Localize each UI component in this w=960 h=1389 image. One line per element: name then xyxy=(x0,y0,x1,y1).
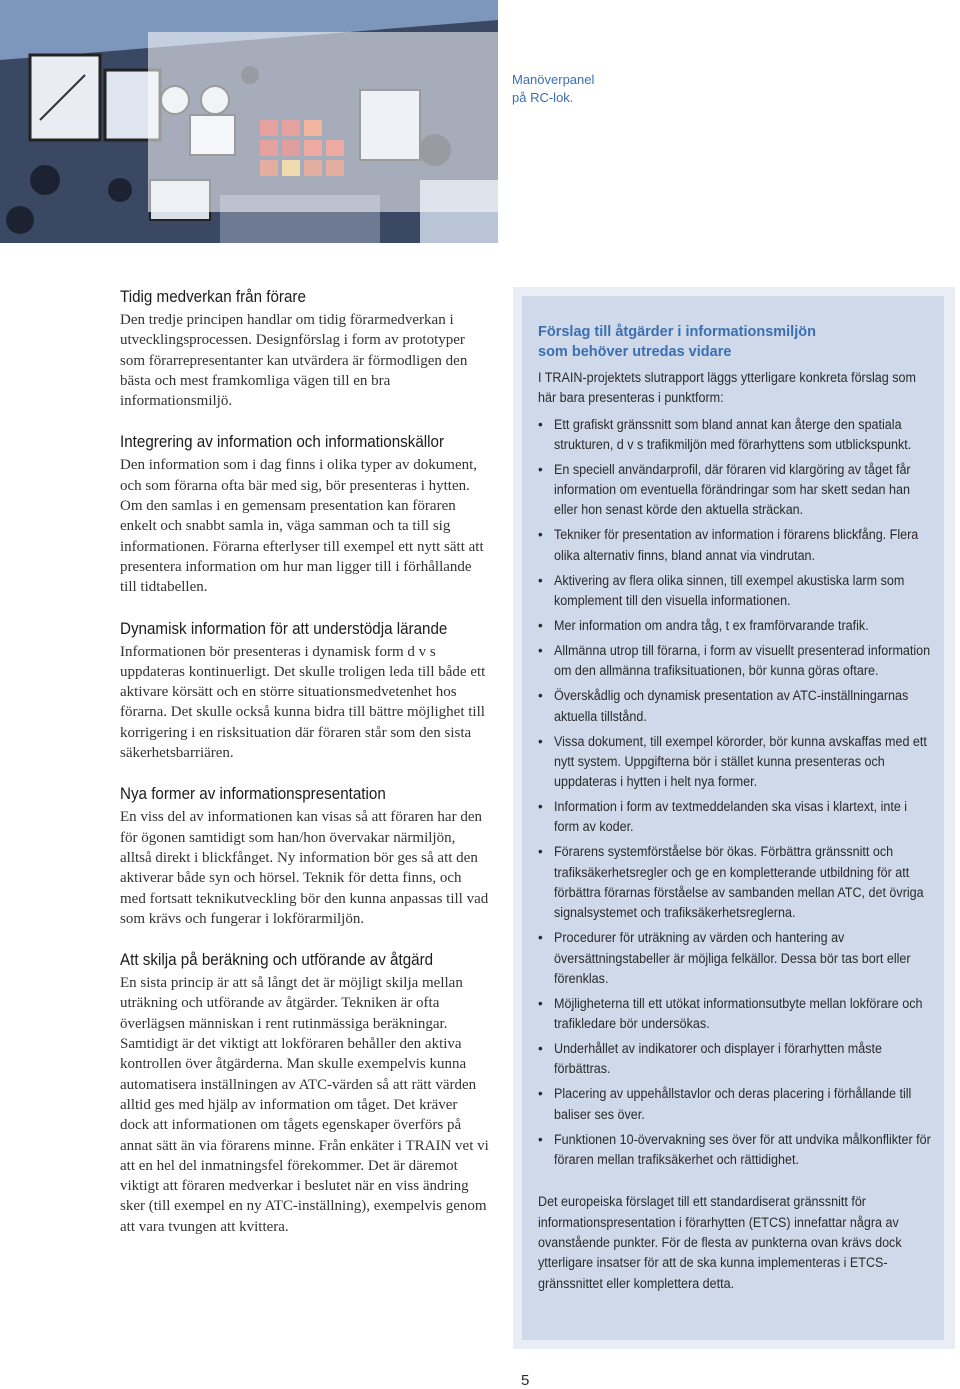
section-new-presentation xyxy=(120,783,490,929)
bullet-icon: • xyxy=(538,643,543,658)
sidebar-list-item xyxy=(538,1084,934,1125)
bullet-icon: • xyxy=(538,995,543,1011)
section-heading: Dynamisk information för att understödja lärande xyxy=(120,619,448,638)
bullet-icon: • xyxy=(538,844,543,860)
sidebar-list-item xyxy=(538,797,934,838)
sidebar-list-item-text: Allmänna utrop till förarna, i form av visuellt presenterad information om den allmänna trafiksituationen, bör kunna göras oftare. xyxy=(554,643,931,679)
bullet-icon: • xyxy=(538,1041,543,1057)
page-number: 5 xyxy=(521,1372,530,1389)
section-dynamic-information xyxy=(120,618,490,764)
sidebar-list-item xyxy=(538,842,934,923)
sidebar-list-item-text: Funktionen 10-övervakning ses över för att undvika målkonflikter för föraren mellan trafiksäkerhet och rättidighet. xyxy=(554,1131,931,1168)
sidebar-list-item xyxy=(538,928,934,989)
sidebar-list-item-text: Ett grafiskt gränssnitt som bland annat kan återge den spatiala strukturen, d v s trafikmiljön med förarhyttens som utblickspunkt. xyxy=(554,416,912,452)
sidebar-intro: I TRAIN-projektets slutrapport läggs ytterligare konkreta förslag som här bara presenteras i punktform: xyxy=(538,370,916,406)
sidebar-list-item-text: Överskådlig och dynamisk presentation av ATC-inställningarnas aktuella tillstånd. xyxy=(554,688,909,724)
sidebar-list-item-text: Procedurer för uträkning av värden och hantering av översättningstabeller är möjliga felkällor. Dessa bör tas bort eller förenklas. xyxy=(554,930,911,986)
section-body: En viss del av informationen kan visas så att föraren har den för ögonen samtidigt som han/hon övervakar närmiljön, alltså direkt i blickfånget. Ny information bör ges så att den aktiverar både syn och hörsel. Teknik för detta finns, och med fortsatt teknikutveckling bör den kunna anpassas till vad som krävs och fungerar i lokförarmiljön. xyxy=(120,809,489,927)
section-body: Den information som i dag finns i olika typer av dokument, och som förarna ofta bär med sig, bör presenteras i hytten. Om den samlas i en gemensam presentation kan föraren enkelt och snabbt samla in, väga samman och ta till sig informationen. Förarna efterlyser till exempel ett nytt sätt att presentera information om hur man ligger till i förhållande till tidtabellen. xyxy=(120,457,484,596)
sidebar-title xyxy=(538,322,934,362)
bullet-icon: • xyxy=(538,416,543,432)
section-body: Informationen bör presenteras i dynamisk form d v s uppdateras kontinuerligt. Det skulle troligen leda till både ett aktivare körsätt och en större situationsmedvetenhet hos förarna. Det skulle också kunna bidra till bättre möjlighet till korrigering i en risksituation där föraren står som den sista säkerhetsbarriären. xyxy=(120,643,486,762)
bullet-icon: • xyxy=(538,930,543,946)
sidebar-list-item-text: Placering av uppehållstavlor och deras placering i förhållande till baliser ses över. xyxy=(554,1086,912,1122)
bullet-icon: • xyxy=(538,527,543,543)
section-early-participation xyxy=(120,286,490,411)
section-integration xyxy=(120,431,490,597)
sidebar-list-item xyxy=(538,686,934,727)
bullet-icon: • xyxy=(538,1086,543,1102)
sidebar-list-item-text: Möjligheterna till ett utökat informationsutbyte mellan lokförare och trafikledare bör undersökas. xyxy=(554,995,923,1032)
sidebar-list-item-text: Tekniker för presentation av information i förarens blickfång. Flera olika alternativ finns, bland annat via vindrutan. xyxy=(554,527,919,563)
caption-box xyxy=(498,44,606,202)
sidebar-list-item xyxy=(538,525,934,566)
section-heading: Nya former av informationspresentation xyxy=(120,785,386,804)
section-heading: Att skilja på beräkning och utförande av åtgärd xyxy=(120,951,434,970)
sidebar-list-item xyxy=(538,460,934,521)
sidebar-outro: Det europeiska förslaget till ett standardiserat gränssnitt för informationspresentation i förarhytten (ETCS) innefattar några av ovanstående punkter. För de flesta av punkterna ovan krävs dock ytterligare insatser för att de ska kunna implementeras i ETCS-gränssnittet eller komplettera detta. xyxy=(538,1194,902,1291)
sidebar-list-item-text: Underhållet av indikatorer och displayer i förarhytten måste förbättras. xyxy=(554,1041,882,1077)
sidebar-content xyxy=(538,322,934,1294)
sidebar-list-item xyxy=(538,415,934,456)
bullet-icon: • xyxy=(538,733,543,749)
sidebar-list-item xyxy=(538,1130,934,1171)
sidebar-list-item xyxy=(538,1039,934,1080)
bullet-icon: • xyxy=(538,461,543,477)
bullet-icon: • xyxy=(538,799,543,815)
section-heading: Tidig medverkan från förare xyxy=(120,288,306,306)
left-column xyxy=(120,286,490,1257)
sidebar-list-item-text: Information i form av textmeddelanden ska visas i klartext, inte i form av koder. xyxy=(554,799,908,835)
sidebar-list xyxy=(538,415,934,1171)
section-body: Den tredje principen handlar om tidig förarmedverkan i utvecklingsprocessen. Designförslag i form av prototyper som förarrepresentanter kan utvärdera är förmodligen den bästa och mest framkomliga vägen till en bra informationsmiljö. xyxy=(120,312,468,410)
bullet-icon: • xyxy=(538,572,543,588)
sidebar-list-item xyxy=(538,732,934,793)
bullet-icon: • xyxy=(538,1131,543,1147)
bullet-icon: • xyxy=(538,688,543,704)
sidebar-list-item-text: Mer information om andra tåg, t ex framförvarande trafik. xyxy=(554,618,869,634)
sidebar-list-item xyxy=(538,616,934,636)
sidebar-title-line-1: Förslag till åtgärder i informationsmiljön xyxy=(538,324,816,340)
sidebar-list-item xyxy=(538,641,934,682)
sidebar-list-item xyxy=(538,571,934,612)
section-calculation-vs-action xyxy=(120,949,490,1237)
sidebar-title-line-2: som behöver utredas vidare xyxy=(538,344,732,360)
section-heading: Integrering av information och informationskällor xyxy=(120,433,444,452)
section-body: En sista princip är att så långt det är möjligt skilja mellan uträkning och utförande av åtgärder. Tekniken är ofta överlägsen människan i rent rutinmässiga beräkningar. Samtidigt är det viktigt att lokföraren behåller den aktiva kontrollen över åtgärderna. Man skulle exempelvis kunna automatisera inställningen av ATC-värden så att rätt värden alltid ges med hjälp av information om tåget. Det kräver dock att informationen om tågets egenskaper överförs på annat sätt än via förarens minne. Från enkäter i TRAIN vet vi att en hel del inmatningsfel förekommer. Det är däremot viktigt att föraren medverkar i beslutet när en viss ändring sker (till exempel en ny ATC-inställning), exempelvis genom att vara tvungen att kvittera. xyxy=(120,975,489,1235)
sidebar-list-item-text: En speciell användarprofil, där föraren vid klargöring av tåget får information om eventuella förändringar som har skett sedan han eller hon senast körde den aktuella sträckan. xyxy=(554,461,911,518)
sidebar-list-item xyxy=(538,994,934,1035)
sidebar-list-item-text: Förarens systemförståelse bör ökas. Förbättra gränssnitt och trafiksäkerhetsregler och ge en kompletterande utbildning för att förbättra förarnas förståelse av sambanden mellan ATC, det övriga signalsystemet och trafiksäkerhetsreglerna. xyxy=(554,844,924,921)
photo-caption: Manöverpanel på RC-lok. xyxy=(512,72,595,105)
bullet-icon: • xyxy=(538,618,543,634)
sidebar-list-item-text: Aktivering av flera olika sinnen, till exempel akustiska larm som komplement till den visuella informationen. xyxy=(554,572,905,609)
sidebar-list-item-text: Vissa dokument, till exempel körorder, bör kunna avskaffas med ett nytt system. Uppgifterna bör i stället kunna presenteras och uppdateras i hytten i helt nya former. xyxy=(554,733,927,790)
